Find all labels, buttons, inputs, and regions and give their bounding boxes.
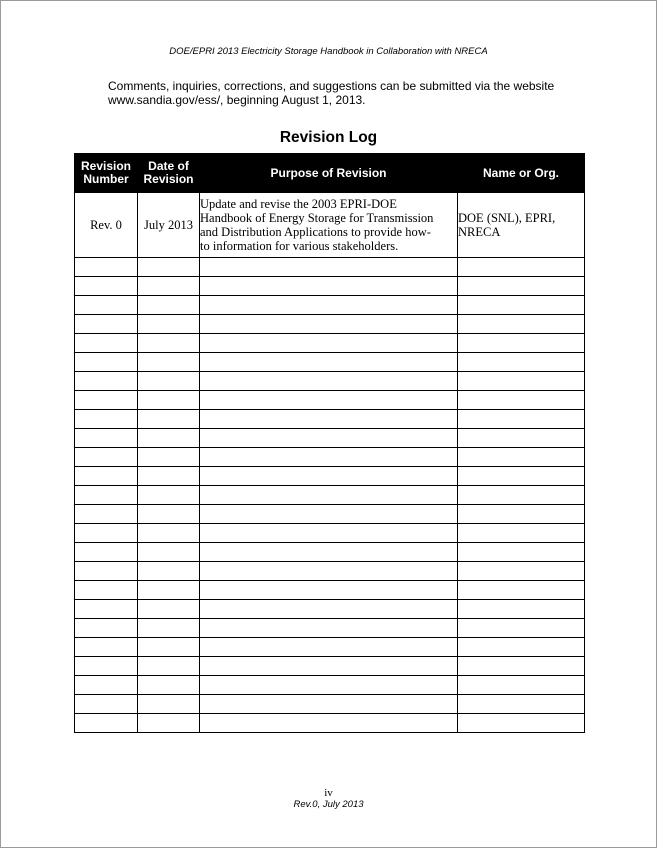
empty-cell — [200, 619, 458, 638]
empty-cell — [458, 562, 585, 581]
empty-cell — [138, 638, 200, 657]
empty-cell — [138, 353, 200, 372]
page-number: iv — [324, 787, 333, 799]
empty-cell — [75, 315, 138, 334]
empty-cell — [200, 695, 458, 714]
column-header-purpose: Purpose of Revision — [200, 154, 458, 193]
empty-table-row — [75, 524, 585, 543]
running-header: DOE/EPRI 2013 Electricity Storage Handbook in Collaboration with NRECA — [169, 46, 488, 57]
empty-cell — [138, 277, 200, 296]
empty-cell — [458, 315, 585, 334]
empty-cell — [458, 486, 585, 505]
empty-cell — [200, 410, 458, 429]
empty-cell — [458, 258, 585, 277]
empty-cell — [138, 505, 200, 524]
table-row — [75, 193, 585, 258]
empty-cell — [200, 353, 458, 372]
footer-revision: Rev.0, July 2013 — [293, 799, 364, 810]
empty-table-row — [75, 410, 585, 429]
empty-cell — [138, 657, 200, 676]
empty-cell — [138, 334, 200, 353]
empty-cell — [200, 676, 458, 695]
org-line: NRECA — [458, 225, 501, 239]
empty-cell — [138, 581, 200, 600]
empty-cell — [75, 429, 138, 448]
empty-cell — [458, 638, 585, 657]
intro-line: www.sandia.gov/ess/, beginning August 1, 2013. — [108, 93, 366, 107]
empty-cell — [200, 429, 458, 448]
empty-cell — [138, 467, 200, 486]
empty-cell — [138, 372, 200, 391]
empty-cell — [138, 486, 200, 505]
empty-cell — [458, 277, 585, 296]
empty-cell — [138, 619, 200, 638]
empty-cell — [200, 372, 458, 391]
table-header-row — [75, 154, 585, 193]
empty-cell — [75, 619, 138, 638]
empty-cell — [200, 562, 458, 581]
empty-cell — [458, 410, 585, 429]
empty-cell — [138, 410, 200, 429]
empty-cell — [75, 638, 138, 657]
empty-cell — [75, 657, 138, 676]
empty-cell — [200, 296, 458, 315]
empty-cell — [138, 524, 200, 543]
empty-cell — [75, 296, 138, 315]
empty-cell — [458, 657, 585, 676]
empty-table-row — [75, 676, 585, 695]
empty-cell — [200, 581, 458, 600]
empty-cell — [200, 524, 458, 543]
intro-line: Comments, inquiries, corrections, and suggestions can be submitted via the website — [108, 79, 555, 93]
empty-cell — [138, 676, 200, 695]
empty-cell — [75, 258, 138, 277]
column-header-revision-number — [75, 154, 138, 193]
header-line: Date of — [148, 159, 189, 173]
cell-date: July 2013 — [138, 193, 200, 258]
empty-cell — [138, 600, 200, 619]
empty-cell — [200, 334, 458, 353]
header-line: Revision — [80, 159, 131, 173]
empty-cell — [458, 296, 585, 315]
revision-log-table — [74, 153, 585, 733]
empty-cell — [138, 448, 200, 467]
empty-cell — [138, 714, 200, 733]
empty-cell — [75, 695, 138, 714]
empty-cell — [200, 543, 458, 562]
empty-cell — [75, 600, 138, 619]
empty-cell — [200, 600, 458, 619]
empty-cell — [138, 391, 200, 410]
empty-table-row — [75, 657, 585, 676]
empty-cell — [138, 315, 200, 334]
empty-cell — [458, 448, 585, 467]
empty-cell — [138, 562, 200, 581]
purpose-line: and Distribution Applications to provide how- — [200, 225, 431, 239]
empty-cell — [458, 695, 585, 714]
empty-table-row — [75, 277, 585, 296]
purpose-line: Handbook of Energy Storage for Transmission — [200, 211, 434, 225]
empty-table-row — [75, 258, 585, 277]
empty-table-row — [75, 353, 585, 372]
header-line: Number — [83, 172, 129, 186]
empty-cell — [458, 714, 585, 733]
purpose-line: Update and revise the 2003 EPRI-DOE — [200, 197, 397, 211]
empty-cell — [75, 277, 138, 296]
empty-cell — [200, 258, 458, 277]
empty-cell — [138, 258, 200, 277]
empty-cell — [75, 676, 138, 695]
empty-cell — [200, 486, 458, 505]
empty-table-row — [75, 543, 585, 562]
empty-table-row — [75, 467, 585, 486]
empty-table-row — [75, 600, 585, 619]
empty-cell — [458, 676, 585, 695]
empty-cell — [75, 448, 138, 467]
intro-paragraph — [108, 79, 578, 107]
empty-cell — [75, 391, 138, 410]
cell-purpose — [200, 193, 458, 258]
empty-table-row — [75, 296, 585, 315]
empty-table-row — [75, 695, 585, 714]
empty-cell — [458, 372, 585, 391]
empty-cell — [200, 448, 458, 467]
empty-cell — [75, 353, 138, 372]
empty-cell — [200, 391, 458, 410]
empty-cell — [458, 619, 585, 638]
cell-name-or-org — [458, 193, 585, 258]
empty-table-row — [75, 315, 585, 334]
empty-cell — [75, 372, 138, 391]
empty-table-row — [75, 714, 585, 733]
column-header-date-of-revision — [138, 154, 200, 193]
empty-cell — [458, 524, 585, 543]
empty-cell — [75, 410, 138, 429]
empty-table-row — [75, 334, 585, 353]
empty-table-row — [75, 448, 585, 467]
page-footer — [1, 787, 656, 811]
empty-cell — [200, 505, 458, 524]
empty-table-row — [75, 619, 585, 638]
empty-cell — [200, 315, 458, 334]
empty-table-row — [75, 581, 585, 600]
empty-table-row — [75, 638, 585, 657]
column-header-name-or-org: Name or Org. — [458, 154, 585, 193]
empty-cell — [75, 581, 138, 600]
empty-cell — [138, 296, 200, 315]
empty-cell — [75, 562, 138, 581]
empty-cell — [458, 429, 585, 448]
revision-log-title: Revision Log — [279, 129, 378, 146]
empty-cell — [200, 714, 458, 733]
empty-cell — [458, 353, 585, 372]
empty-cell — [458, 581, 585, 600]
empty-cell — [458, 543, 585, 562]
empty-cell — [75, 543, 138, 562]
org-line: DOE (SNL), EPRI, — [458, 211, 556, 225]
empty-cell — [458, 505, 585, 524]
empty-cell — [200, 467, 458, 486]
empty-cell — [75, 467, 138, 486]
empty-cell — [75, 505, 138, 524]
header-line: Revision — [143, 172, 194, 186]
empty-cell — [138, 429, 200, 448]
empty-cell — [200, 277, 458, 296]
empty-cell — [458, 391, 585, 410]
empty-cell — [458, 467, 585, 486]
empty-table-row — [75, 562, 585, 581]
empty-table-row — [75, 486, 585, 505]
empty-cell — [200, 657, 458, 676]
empty-cell — [75, 486, 138, 505]
empty-cell — [75, 334, 138, 353]
empty-table-row — [75, 372, 585, 391]
empty-cell — [138, 695, 200, 714]
empty-cell — [200, 638, 458, 657]
empty-table-row — [75, 429, 585, 448]
empty-cell — [458, 600, 585, 619]
empty-cell — [458, 334, 585, 353]
empty-table-row — [75, 505, 585, 524]
cell-revision-number: Rev. 0 — [75, 193, 138, 258]
purpose-line: to information for various stakeholders. — [200, 239, 399, 253]
empty-cell — [75, 714, 138, 733]
empty-cell — [138, 543, 200, 562]
empty-cell — [75, 524, 138, 543]
empty-table-row — [75, 391, 585, 410]
